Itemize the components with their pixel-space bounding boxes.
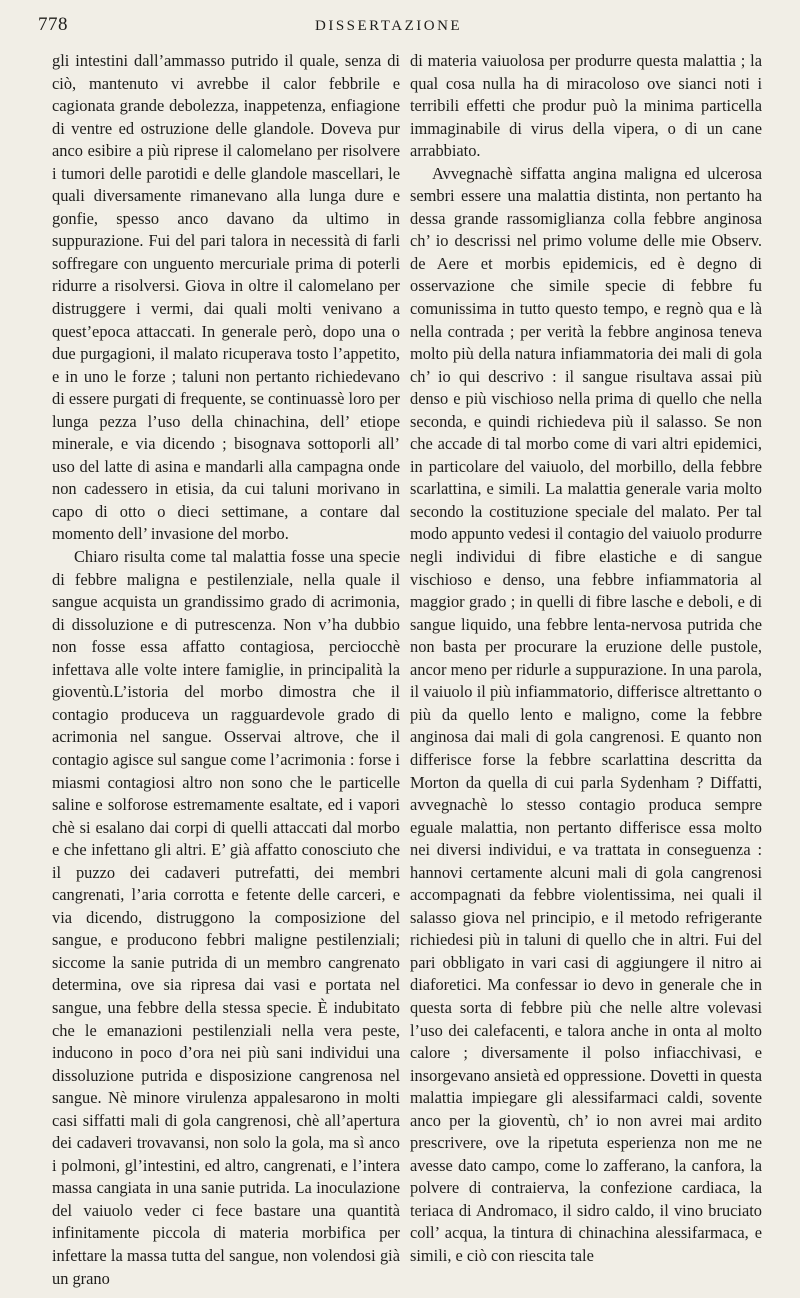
paragraph: Chiaro risulta come tal malattia fosse una specie di febbre maligna e pestilenziale, nella quale il sangue acquista un grandissimo grado di acrimonia, di dissoluzione e di putrescenza. Non v’ha dubbio non fosse essa affatto contagiosa, perciocchè infettava alle volte intere famiglie, in principalità la gioventù.L’istoria del morbo dimostra che il contagio produceva un ragguardevole grado di acrimonia nel sangue. Osservai altrove, che il contagio agisce sul sangue come l’acrimonia : forse i miasmi contagiosi altro non sono che le particelle saline e solforose estremamente esaltate, ed i vapori chè si esalano dai corpi di quelli attaccati dal morbo e che infettano gli altri. E’ già affatto conosciuto che il puzzo dei cadaveri putrefatti, dei membri cangrenati, l’aria corrotta e fetente delle carceri, e via dicendo, distruggono la composizione del sangue, e producono febbri maligne pestilenziali; siccome la sanie putrida di un membro cangrenato determina, ove sia ripresa dai vasi e portata nel sangue, una febbre della stessa specie. È indubitato che le emanazioni pestilenziali nella vera peste, inducono in poco d’ora nei più sani individui una dissoluzione putrida e disposizione cangrenosa nel sangue. Nè minore virulenza appalesarono in molti casi siffatti mali di gola cangrenosi, chè all’apertura dei cadaveri trovavansi, non solo la gola, ma sì anco i polmoni, gl’intestini, ed altro, cangrenati, e l’intera massa cangiata in una sanie putrida. La inoculazione del vaiuolo veder ci fece bastare una quantità infinitamente piccola di materia morbifica per infettare la massa tutta del sangue, non volendosi già un grano xyxy=(52,547,400,1288)
right-column xyxy=(410,50,762,1268)
left-column xyxy=(52,50,400,1290)
paragraph-continued: gli intestini dall’ammasso putrido il quale, senza di ciò, mantenuto vi avrebbe il calor febbrile e cagionata grande debolezza, inappetenza, enfiagione di ventre ed ostruzione delle glandole. Doveva pur anco esibire a più riprese il calomelano per risolvere i tumori delle parotidi e delle glandole mascellari, le quali diversamente rimanevano alla lunga dure e gonfie, spesso anco davano da ultimo in suppurazione. Fui del pari talora in necessità di farli soffregare con unguento mercuriale prima di poterli ridurre a risolversi. Giova in oltre il calomelano per distruggere i vermi, dai quali molti venivano a quest’epoca attaccati. In generale però, dopo una o due purgagioni, il malato ricuperava tosto l’appetito, e in uno le forze ; taluni non pertanto richiedevano di essere purgati di frequente, se continuassè loro per lunga pezza l’uso della chinachina, dell’ etiope minerale, e via dicendo ; bisognava sottoporli all’ uso del latte di asina e mandarli alla campagna onde non cadessero in etisia, da cui taluni morivano in capo di otto o dieci settimane, a contare dal momento dell’ invasione del morbo. xyxy=(52,51,400,544)
paragraph: Avvegnachè siffatta angina maligna ed ulcerosa sembri essere una malattia distinta, non pertanto ha dessa grande rassomiglianza colla febbre anginosa ch’ io descrissi nel primo volume delle mie Observ. de Aere et morbis epidemicis, ed è degno di osservazione che simile specie di febbre fu comunissima in tutto questo tempo, e regnò qua e là nella contrada ; per verità la febbre anginosa teneva molto più della natura infiammatoria dei mali di gola ch’ io qui descrivo : il sangue risultava assai più denso e più vischioso nella prima di quello che nella seconda, e quindi richiedeva più il salasso. Se non che accade di tal morbo come di vari altri epidemici, in particolare del vaiuolo, del morbillo, della febbre scarlattina, e simili. La malattia generale varia molto secondo la costituzione speciale del malato. Per tal modo appunto vedesi il contagio del vaiuolo produrre negli individui di fibre elastiche e di sangue vischioso e denso, una febbre infiammatoria al maggior grado ; in quelli di fibre lasche e deboli, e di sangue liquido, una febbre lenta-nervosa putrida che non basta per procurare la eruzione delle pustole, ancor meno per ridurle a suppurazione. In una parola, il vaiuolo il più infiammatorio, differisce altrettanto o più da quello lento e maligno, come la febbre anginosa dai mali di gola cangrenosi. E quanto non differisce forse la febbre scarlattina descritta da Morton da quella di cui parla Sydenham ? Diffatti, avvegnachè lo stesso contagio produca sempre eguale malattia, non pertanto differisce essa molto nei diversi individui, e va trattata in conseguenza : hannovi certamente alcuni mali di gola cangrenosi accompagnati da febbre violentissima, nei quali il salasso giova nel principio, e il metodo refrigerante richiedesi più in taluni di quello che in altri. Fui del pari obbligato in vari casi di aggiungere il nitro ai diaforetici. Ma confessar io devo in generale che in questa sorta di febbre più che nelle altre volevasi l’uso dei calefacenti, e talora anche in onta al molto calore ; diversamente il polso infiacchivasi, e insorgevano ansietà ed oppressione. Dovetti in questa malattia impiegare gli alessifarmaci caldi, sovente anco per la gioventù, ch’ io non avrei mai ardito prescrivere, ove la ripetuta esperienza non me ne avesse dato campo, come lo zafferano, la canfora, la polvere di contraierva, la confezione cardiaca, la teriaca di Andromaco, il sidro caldo, il vino bruciato coll’ acqua, la tintura di chinachina alessifarmaca, e simili, e ciò con riescita tale xyxy=(410,163,762,1265)
running-title: DISSERTAZIONE xyxy=(315,18,463,34)
paragraph-continued: di materia vaiuolosa per produrre questa malattia ; la qual cosa nulla ha di miracoloso ove sianci noti i terribili effetti che produr può la minima particella immaginabile di virus della vipera, o di un cane arrabbiato. xyxy=(410,51,762,161)
page-number: 778 xyxy=(38,14,68,35)
